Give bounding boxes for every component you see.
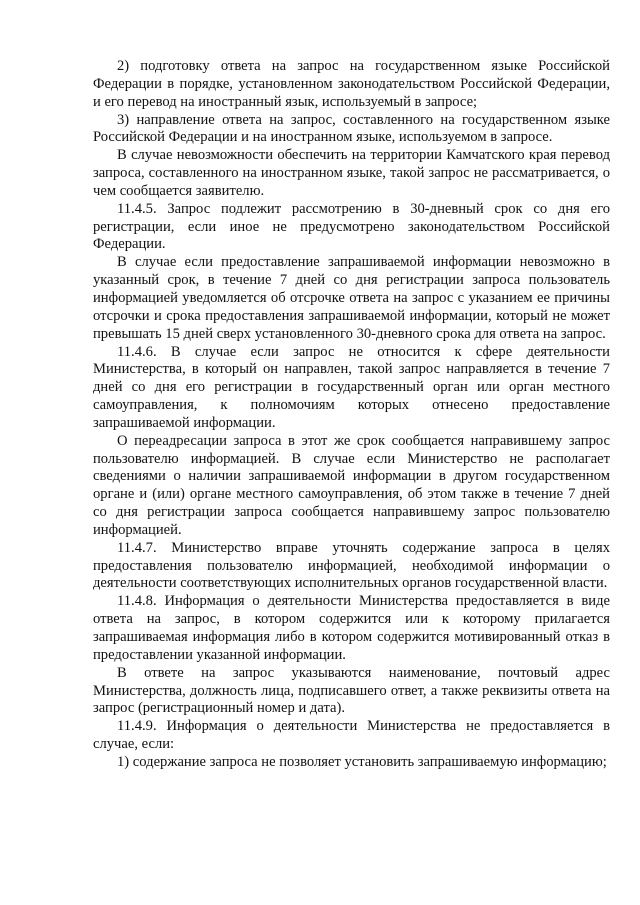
paragraph-item-1: 1) содержание запроса не позволяет установить запрашиваемую информацию;	[117, 753, 607, 770]
paragraph-11-4-6: 11.4.6. В случае если запрос не относится к сфере деятельности Министерства, в который он направлен, такой запрос направляется в течение 7 дней со дня его регистрации в государственный орган или орган местного самоуправления, к полномочиям которых отнесено предоставление запрашиваемой информации.	[93, 343, 610, 431]
paragraph-item-2: 2) подготовку ответа на запрос на государственном языке Российской Федерации в порядке, установленном законодательством Российской Федерации, и его перевод на иностранный язык, используемый в запросе;	[93, 58, 610, 110]
paragraph-11-4-5: 11.4.5. Запрос подлежит рассмотрению в 30-дневный срок со дня его регистрации, если иное не предусмотрено законодательством Российской Федерации.	[93, 200, 610, 253]
document-body	[93, 58, 610, 772]
paragraph-deferral-notice: В случае если предоставление запрашиваемой информации невозможно в указанный срок, в течение 7 дней со дня регистрации запроса пользователь информацией уведомляется об отсрочке ответа на запрос с указанием ее причины отсрочки и срока предоставления запрашиваемой информации, который не может превышать 15 дней сверх установленного 30-дневного срока для ответа на запрос.	[93, 254, 610, 342]
paragraph-11-4-8: 11.4.8. Информация о деятельности Министерства предоставляется в виде ответа на запрос, в котором содержится или к которому прилагается запрашиваемая информация либо в котором содержится мотивированный отказ в предоставлении указанной информации.	[93, 593, 610, 663]
paragraph-11-4-9: 11.4.9. Информация о деятельности Министерства не предоставляется в случае, если:	[93, 718, 610, 753]
paragraph-11-4-7: 11.4.7. Министерство вправе уточнять содержание запроса в целях предоставления пользователю информацией, необходимой информации о деятельности соответствующих исполнительных органов государственной власти.	[93, 539, 610, 592]
paragraph-translation-impossible: В случае невозможности обеспечить на территории Камчатского края перевод запроса, составленного на иностранном языке, такой запрос не рассматривается, о чем сообщается заявителю.	[93, 147, 610, 199]
paragraph-answer-requisites: В ответе на запрос указываются наименование, почтовый адрес Министерства, должность лица, подписавшего ответ, а также реквизиты ответа на запрос (регистрационный номер и дата).	[93, 664, 610, 717]
paragraph-redirection-notice: О переадресации запроса в этот же срок сообщается направившему запрос пользователю информацией. В случае если Министерство не располагает сведениями о наличии запрашиваемой информации в другом государственном органе и (или) органе местного самоуправления, об этом также в течение 7 дней со дня регистрации запроса сообщается направившему запрос пользователю информацией.	[93, 432, 610, 538]
paragraph-item-3: 3) направление ответа на запрос, составленного на государственном языке Российской Федерации и на иностранном языке, используемом в запросе.	[93, 111, 610, 146]
